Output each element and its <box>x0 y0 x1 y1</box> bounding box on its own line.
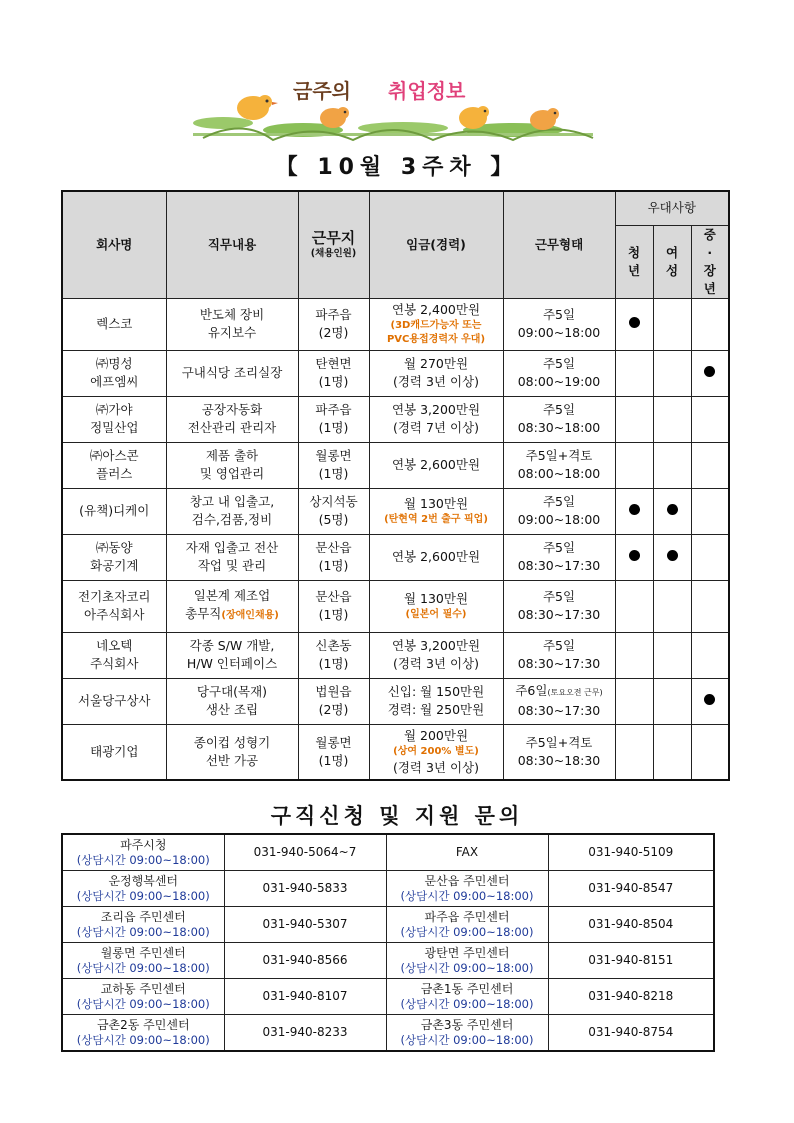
worktype-cell <box>503 298 615 350</box>
wage-cell <box>369 632 503 678</box>
pref-women-cell <box>653 298 691 350</box>
duty-line: 당구대(목재) <box>196 684 268 699</box>
pref-youth-cell <box>615 396 653 442</box>
duty-cell <box>166 632 298 678</box>
bullet-dot-icon <box>629 550 640 561</box>
location-count: (2명) <box>318 702 349 717</box>
company-line: 서울당구상사 <box>78 693 151 708</box>
header-worktype: 근무형태 <box>503 191 615 298</box>
contact-phone[interactable]: 031-940-8233 <box>262 1025 348 1039</box>
work-line: 08:00~18:00 <box>517 466 601 481</box>
wage-cell <box>369 442 503 488</box>
location-cell <box>298 396 369 442</box>
job-row <box>62 350 729 396</box>
duty-line: 종이컵 성형기 <box>193 734 271 750</box>
pref-middle-cell <box>691 442 729 488</box>
duty-line: 공장자동화 <box>201 402 263 417</box>
contact-hours: (상담시간 09:00~18:00) <box>76 1032 210 1047</box>
wage_note-line: PVC용접경력자 우대) <box>386 334 486 345</box>
location-loc: 문산읍 <box>315 540 352 555</box>
work-line: 주5일 <box>542 638 576 653</box>
contact-hours: (상담시간 09:00~18:00) <box>76 960 210 975</box>
header-location-label: 근무지 <box>311 229 356 248</box>
job-row <box>62 488 729 534</box>
contact-phone-cell <box>224 834 386 871</box>
duty-line: H/W 인터페이스 <box>186 656 278 671</box>
location-count: (5명) <box>318 512 349 527</box>
location-loc: 문산읍 <box>315 589 352 604</box>
contact-phone-cell <box>548 871 714 907</box>
contact-name: 운정행복센터 <box>108 873 179 888</box>
pref-women-cell <box>653 534 691 580</box>
wage-line: (경력 3년 이상) <box>392 374 480 389</box>
pref-youth-label: 청년 <box>628 244 641 278</box>
duty-cell <box>166 678 298 724</box>
wage-cell <box>369 580 503 632</box>
contact-phone-cell <box>224 943 386 979</box>
location-count: (1명) <box>318 558 349 573</box>
wage_note-line: (일본어 필수) <box>405 609 467 620</box>
pref-youth-cell <box>615 678 653 724</box>
company-cell <box>62 350 166 396</box>
duty-cell <box>166 580 298 632</box>
job-row <box>62 678 729 724</box>
bullet-dot-icon <box>629 504 640 515</box>
bullet-dot-icon <box>704 694 715 705</box>
location-cell <box>298 580 369 632</box>
contact-name-cell <box>386 979 548 1015</box>
work-line: 주5일 <box>542 589 576 604</box>
contact-name-cell <box>62 1015 224 1052</box>
contact-phone[interactable]: 031-940-5307 <box>262 917 348 931</box>
contact-row <box>62 979 714 1015</box>
contact-name: 조리읍 주민센터 <box>100 909 186 924</box>
header-pref-women <box>653 225 691 298</box>
company-cell <box>62 534 166 580</box>
pref-middle-cell <box>691 350 729 396</box>
duty-line: 전산관리 관리자 <box>187 420 277 435</box>
duty-cell <box>166 534 298 580</box>
contact-hours: (상담시간 09:00~18:00) <box>400 1032 534 1047</box>
pref-middle-cell <box>691 534 729 580</box>
worktype-cell <box>503 534 615 580</box>
contact-name: 문산읍 주민센터 <box>424 873 510 888</box>
duty-cell <box>166 488 298 534</box>
wage-line: 월 200만원 <box>403 727 469 743</box>
job-table <box>61 190 730 781</box>
wage-cell <box>369 534 503 580</box>
pref-middle-cell <box>691 298 729 350</box>
wage-line: 연봉 2,600만원 <box>391 549 481 564</box>
contact-name: FAX <box>455 845 479 859</box>
contact-row <box>62 907 714 943</box>
contact-row <box>62 871 714 907</box>
contact-phone[interactable]: 031-940-8566 <box>262 953 348 967</box>
pref-women-cell <box>653 488 691 534</box>
contact-phone[interactable]: 031-940-8151 <box>588 953 674 967</box>
location-count: (1명) <box>318 656 349 671</box>
location-cell <box>298 298 369 350</box>
company-cell <box>62 724 166 780</box>
duty-line: 유지보수 <box>207 325 257 340</box>
contact-hours: (상담시간 09:00~18:00) <box>400 996 534 1011</box>
company-cell <box>62 678 166 724</box>
company-line: 화공기계 <box>90 558 139 573</box>
pref-women-cell <box>653 724 691 780</box>
wage-line: 월 270만원 <box>403 356 469 371</box>
work-line: 08:30~18:30 <box>517 752 601 768</box>
company-line: ㈜명성 <box>95 356 133 371</box>
location-count: (1명) <box>318 752 349 768</box>
wage_note-line: (탄현역 2번 출구 픽업) <box>384 514 488 525</box>
contact-hours: (상담시간 09:00~18:00) <box>400 924 534 939</box>
duty-note: (장애인채용) <box>221 610 279 621</box>
location-count: (1명) <box>318 374 349 389</box>
location-cell <box>298 534 369 580</box>
work-line: 주5일 <box>542 356 576 371</box>
pref-youth-cell <box>615 534 653 580</box>
banner-title-part1: 금주의 <box>293 79 351 103</box>
contact-name: 파주읍 주민센터 <box>424 909 510 924</box>
job-row <box>62 580 729 632</box>
contact-name: 파주시청 <box>120 837 167 852</box>
contact-phone-cell <box>224 1015 386 1052</box>
pref-youth-cell <box>615 298 653 350</box>
header-duty: 직무내용 <box>166 191 298 298</box>
company-cell <box>62 580 166 632</box>
contact-name: 금촌3동 주민센터 <box>420 1017 514 1032</box>
contact-phone[interactable]: 031-940-5833 <box>262 881 348 895</box>
wage-cell <box>369 678 503 724</box>
location-loc: 탄현면 <box>315 356 352 371</box>
pref-middle-cell <box>691 580 729 632</box>
work-line: 주5일+격토 <box>525 734 593 750</box>
wage-line: 신입: 월 150만원 <box>387 684 485 699</box>
contact-phone-cell <box>224 979 386 1015</box>
company-line: 전기초자코리 <box>78 589 151 604</box>
header-pref-middle <box>691 225 729 298</box>
contact-row <box>62 943 714 979</box>
duty-line: 창고 내 입출고, <box>189 494 275 509</box>
duty-extra: 총무직 <box>185 606 222 621</box>
job-row <box>62 442 729 488</box>
work-line: 주5일+격토 <box>525 448 593 463</box>
contact-phone-cell <box>548 979 714 1015</box>
contact-phone[interactable]: 031-940-8547 <box>588 881 674 895</box>
pref-youth-cell <box>615 442 653 488</box>
job-table-body <box>62 298 729 780</box>
company-line: 정밀산업 <box>90 420 139 435</box>
duty-line: 선반 가공 <box>205 752 259 768</box>
wage_note-line: (상여 200% 별도) <box>393 745 479 757</box>
contact-phone-cell <box>548 907 714 943</box>
location-cell <box>298 632 369 678</box>
work-main-line <box>504 682 615 702</box>
pref-women-cell <box>653 678 691 724</box>
pref-middle-label: 중·장년 <box>703 226 716 296</box>
contact-name: 금촌2동 주민센터 <box>96 1017 190 1032</box>
location-count: (1명) <box>318 420 349 435</box>
wage-cell <box>369 396 503 442</box>
header-pref-youth <box>615 225 653 298</box>
location-loc: 신촌동 <box>315 638 352 653</box>
contact-name-cell <box>386 943 548 979</box>
duty-line: 구내식당 조리실장 <box>181 365 283 380</box>
contact-section-title: 구직신청 및 지원 문의 <box>270 804 524 828</box>
company-line: 에프엠씨 <box>90 374 139 389</box>
pref-women-cell <box>653 580 691 632</box>
duty-cell <box>166 298 298 350</box>
company-line: ㈜동양 <box>95 540 133 555</box>
duty-line: 및 영업관리 <box>199 466 265 481</box>
banner-title-part2: 취업정보 <box>388 79 466 103</box>
location-loc: 파주읍 <box>315 402 352 417</box>
location-count: (2명) <box>318 325 349 340</box>
duty-line: 반도체 장비 <box>199 307 265 322</box>
wage-line: 경력: 월 250만원 <box>387 702 485 717</box>
contact-hours: (상담시간 09:00~18:00) <box>76 852 210 867</box>
contact-table-body <box>62 834 714 1051</box>
location-loc: 상지석동 <box>309 494 358 509</box>
duty-line: 작업 및 관리 <box>197 558 267 573</box>
location-cell <box>298 488 369 534</box>
contact-name-cell <box>62 834 224 871</box>
bullet-dot-icon <box>704 366 715 377</box>
location-loc: 법원읍 <box>315 684 352 699</box>
duty-line: 검수,검품,정비 <box>191 512 273 527</box>
contact-hours: (상담시간 09:00~18:00) <box>400 888 534 903</box>
contact-name-cell <box>386 834 548 871</box>
location-cell <box>298 678 369 724</box>
work-line: 08:30~17:30 <box>517 558 601 573</box>
wage-line: 연봉 2,400만원 <box>391 302 481 317</box>
contact-name: 광탄면 주민센터 <box>424 945 510 960</box>
worktype-cell <box>503 580 615 632</box>
company-line: 태광기업 <box>90 743 139 759</box>
company-line: 렉스코 <box>96 316 133 331</box>
company-line: 주식회사 <box>90 656 139 671</box>
location-count: (1명) <box>318 466 349 481</box>
duty-extra-line <box>167 605 298 625</box>
bullet-dot-icon <box>667 504 678 515</box>
wage-cell <box>369 724 503 780</box>
pref-youth-cell <box>615 724 653 780</box>
contact-phone[interactable]: 031-940-8504 <box>588 917 674 931</box>
location-loc: 파주읍 <box>315 307 352 322</box>
header-wage: 임금(경력) <box>369 191 503 298</box>
pref-youth-cell <box>615 632 653 678</box>
wage-line: 연봉 2,600만원 <box>391 457 481 472</box>
work-line: 주5일 <box>542 494 576 509</box>
contact-phone-cell <box>224 871 386 907</box>
pref-middle-cell <box>691 678 729 724</box>
pref-youth-cell <box>615 580 653 632</box>
location-loc: 월롱면 <box>315 448 352 463</box>
contact-name: 월롱면 주민센터 <box>100 945 186 960</box>
contact-name-cell <box>62 943 224 979</box>
company-cell <box>62 396 166 442</box>
pref-middle-cell <box>691 632 729 678</box>
duty-line: 각종 S/W 개발, <box>189 638 275 653</box>
contact-name-cell <box>386 871 548 907</box>
wage-line: (경력 3년 이상) <box>392 656 480 671</box>
pref-women-cell <box>653 442 691 488</box>
worktype-cell <box>503 396 615 442</box>
worktype-cell <box>503 724 615 780</box>
work-line: 09:00~18:00 <box>517 325 601 340</box>
work-line: 주5일 <box>542 307 576 322</box>
contact-name-cell <box>62 907 224 943</box>
header-preference: 우대사항 <box>615 191 729 225</box>
header-banner <box>183 68 608 153</box>
work-line: 09:00~18:00 <box>517 512 601 527</box>
work-line: 08:00~19:00 <box>517 374 601 389</box>
work-line: 08:30~18:00 <box>517 420 601 435</box>
company-cell <box>62 298 166 350</box>
contact-name-cell <box>386 907 548 943</box>
pref-middle-cell <box>691 396 729 442</box>
contact-phone[interactable]: 031-940-5109 <box>588 845 674 859</box>
company-cell <box>62 632 166 678</box>
contact-hours: (상담시간 09:00~18:00) <box>76 924 210 939</box>
worktype-cell <box>503 350 615 396</box>
worktype-cell <box>503 678 615 724</box>
pref-youth-cell <box>615 488 653 534</box>
wage_note-line: (3D캐드가능자 또는 <box>390 320 482 331</box>
company-line: ㈜가야 <box>95 402 133 417</box>
pref-women-cell <box>653 396 691 442</box>
contact-name: 금촌1동 주민센터 <box>420 981 514 996</box>
company-line: 아주식회사 <box>84 607 145 622</box>
company-line: (유책)디케이 <box>79 503 150 518</box>
work-line: 08:30~17:30 <box>517 607 601 622</box>
company-line: ㈜아스콘 <box>89 448 139 463</box>
wage-line: (경력 7년 이상) <box>392 420 480 435</box>
duty-line: 일본계 제조업 <box>193 588 271 603</box>
job-row <box>62 396 729 442</box>
duty-line: 생산 조립 <box>205 702 259 717</box>
job-row <box>62 298 729 350</box>
wage-line: 연봉 3,200만원 <box>391 638 481 653</box>
wage-after: (경력 3년 이상) <box>392 759 480 775</box>
company-cell <box>62 442 166 488</box>
duty-line: 자재 입출고 전산 <box>185 540 279 555</box>
work-main: 주6일 <box>515 683 548 698</box>
week-title: 【 10월 3주차 】 <box>275 155 519 180</box>
duty-cell <box>166 724 298 780</box>
header-location-sub: (채용인원) <box>310 248 357 260</box>
contact-name-cell <box>62 871 224 907</box>
job-row <box>62 724 729 780</box>
duty-line: 제품 출하 <box>205 448 259 463</box>
contact-hours: (상담시간 09:00~18:00) <box>400 960 534 975</box>
pref-middle-cell <box>691 488 729 534</box>
wage-line: 월 130만원 <box>403 591 469 606</box>
job-row <box>62 534 729 580</box>
bullet-dot-icon <box>667 550 678 561</box>
worktype-cell <box>503 488 615 534</box>
contact-name-cell <box>62 979 224 1015</box>
job-row <box>62 632 729 678</box>
worktype-cell <box>503 442 615 488</box>
company-line: 플러스 <box>96 466 133 481</box>
duty-cell <box>166 350 298 396</box>
contact-phone[interactable]: 031-940-8754 <box>588 1025 674 1039</box>
pref-middle-cell <box>691 724 729 780</box>
contact-table <box>61 833 715 1052</box>
location-cell <box>298 442 369 488</box>
location-loc: 월롱면 <box>315 734 352 750</box>
company-line: 네오텍 <box>96 638 133 653</box>
pref-women-cell <box>653 350 691 396</box>
duty-cell <box>166 442 298 488</box>
contact-phone-cell <box>548 1015 714 1052</box>
company-cell <box>62 488 166 534</box>
contact-phone[interactable]: 031-940-5064~7 <box>253 845 357 859</box>
work-small: (토요오전 근무) <box>547 688 603 697</box>
location-cell <box>298 724 369 780</box>
wage-cell <box>369 350 503 396</box>
work-line: 08:30~17:30 <box>517 656 601 671</box>
contact-phone-cell <box>548 834 714 871</box>
wage-cell <box>369 298 503 350</box>
bullet-dot-icon <box>629 317 640 328</box>
header-company: 회사명 <box>62 191 166 298</box>
work-line: 08:30~17:30 <box>517 703 601 718</box>
contact-hours: (상담시간 09:00~18:00) <box>76 888 210 903</box>
work-line: 주5일 <box>542 402 576 417</box>
wage-line: 월 130만원 <box>403 496 469 511</box>
work-line: 주5일 <box>542 540 576 555</box>
location-cell <box>298 350 369 396</box>
header-location <box>298 191 369 298</box>
contact-phone-cell <box>224 907 386 943</box>
location-count: (1명) <box>318 607 349 622</box>
contact-name: 교하동 주민센터 <box>100 981 186 996</box>
pref-women-label: 여성 <box>666 244 679 278</box>
worktype-cell <box>503 632 615 678</box>
wage-cell <box>369 488 503 534</box>
contact-phone[interactable]: 031-940-8107 <box>262 989 348 1003</box>
wage-line: 연봉 3,200만원 <box>391 402 481 417</box>
pref-women-cell <box>653 632 691 678</box>
contact-hours: (상담시간 09:00~18:00) <box>76 996 210 1011</box>
contact-row <box>62 1015 714 1052</box>
contact-row <box>62 834 714 871</box>
contact-phone[interactable]: 031-940-8218 <box>588 989 674 1003</box>
pref-youth-cell <box>615 350 653 396</box>
contact-name-cell <box>386 1015 548 1052</box>
duty-cell <box>166 396 298 442</box>
contact-phone-cell <box>548 943 714 979</box>
